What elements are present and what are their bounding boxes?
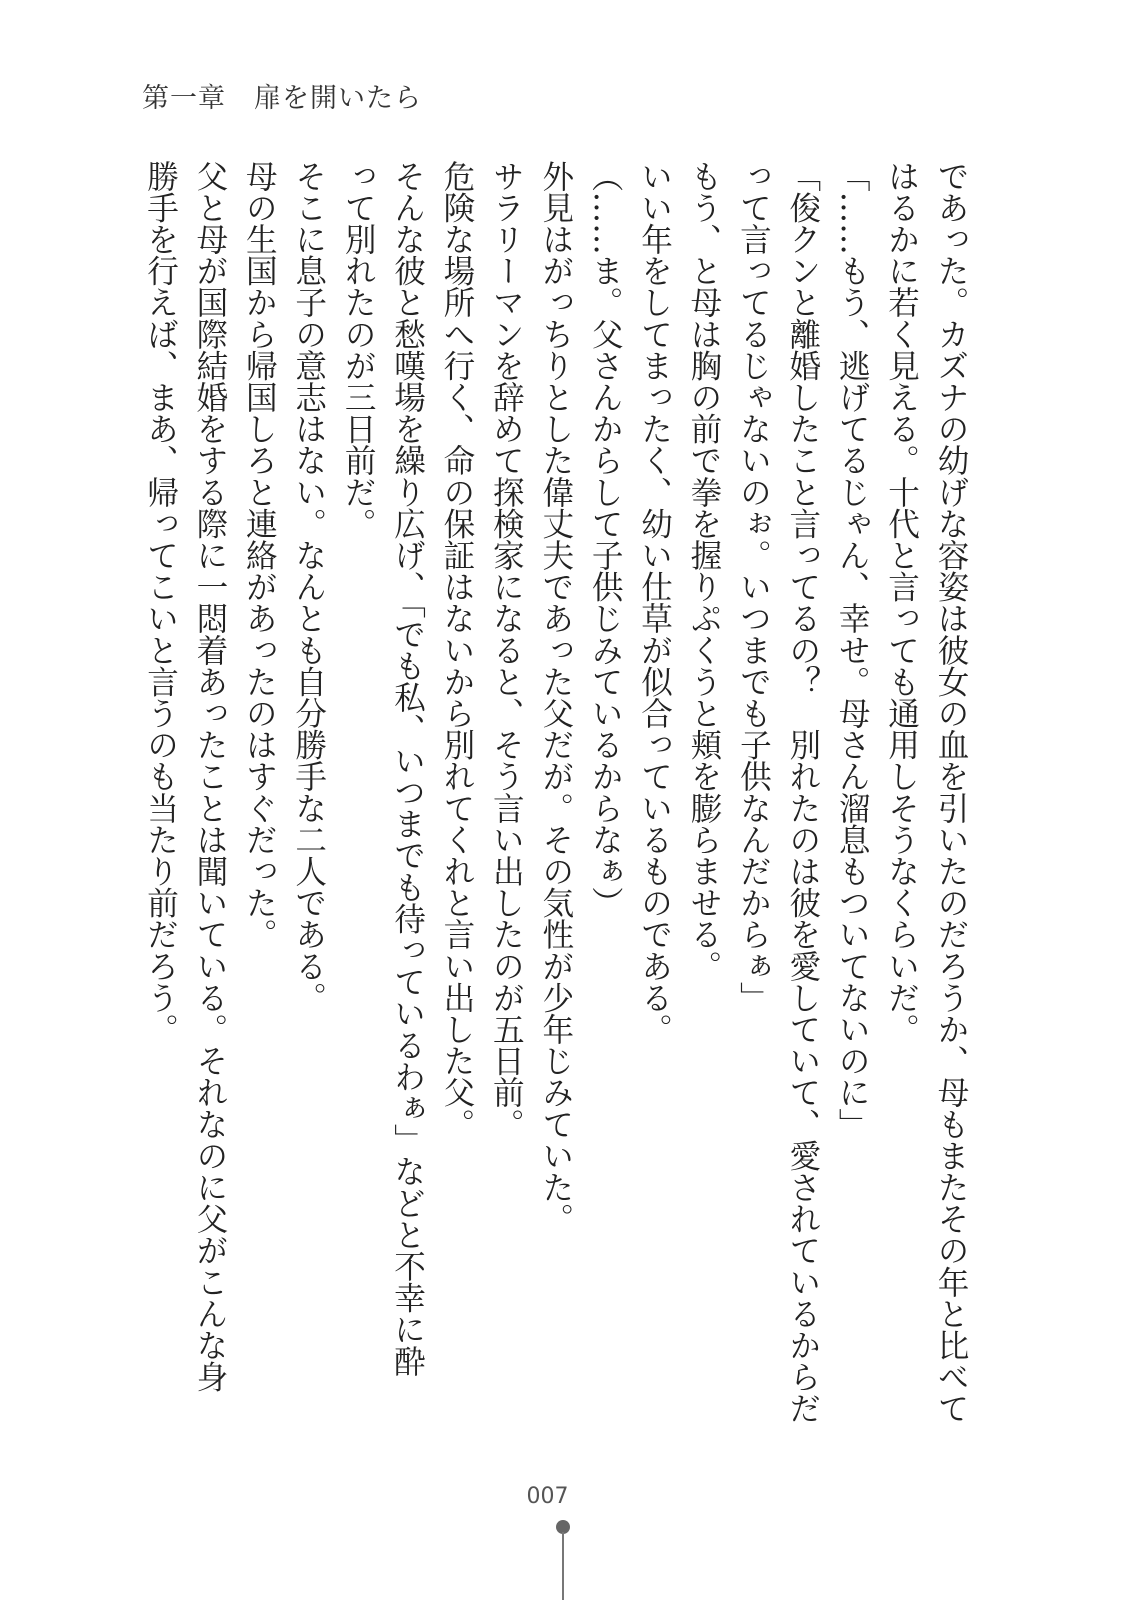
text-column: って言ってるじゃないのぉ。いつまでも子供なんだからぁ」 bbox=[735, 160, 772, 1014]
page-marker-line bbox=[562, 1532, 564, 1600]
text-column: 「……もう、逃げてるじゃん、幸せ。母さん溜息もついてないのに」 bbox=[834, 160, 871, 1140]
text-column: もう、と母は胸の前で拳を握りぷくうと頬を膨らませる。 bbox=[685, 160, 722, 982]
text-column: はるかに若く見える。十代と言っても通用しそうなくらいだ。 bbox=[883, 160, 920, 1045]
text-column: 外見はがっちりとした偉丈夫であった父だが。その気性が少年じみていた。 bbox=[537, 160, 574, 1235]
text-column: いい年をしてまったく、幼い仕草が似合っているものである。 bbox=[636, 160, 673, 1045]
running-header: 第一章 扉を開いたら bbox=[142, 83, 422, 114]
body-text bbox=[135, 160, 975, 1430]
text-column: サラリーマンを辞めて探検家になると、そう言い出したのが五日前。 bbox=[488, 160, 525, 1140]
text-column: 「俊クンと離婚したこと言ってるの？ 別れたのは彼を愛していて、愛されているからだ bbox=[784, 160, 821, 1424]
text-column: って別れたのが三日前だ。 bbox=[340, 160, 377, 540]
text-column: 勝手を行えば、まあ、帰ってこいと言うのも当たり前だろう。 bbox=[142, 160, 179, 1045]
text-column: （……ま。父さんからして子供じみているからなぁ） bbox=[587, 160, 624, 919]
text-column: 危険な場所へ行く、命の保証はないから別れてくれと言い出した父。 bbox=[438, 160, 475, 1140]
text-column: そんな彼と愁嘆場を繰り広げ、「でも私、いつまでも待っているわぁ」などと不幸に酔 bbox=[389, 160, 426, 1377]
text-column: そこに息子の意志はない。なんとも自分勝手な二人である。 bbox=[290, 160, 327, 1014]
text-column: 母の生国から帰国しろと連絡があったのはすぐだった。 bbox=[241, 160, 278, 950]
text-column: であった。カズナの幼げな容姿は彼女の血を引いたのだろうか、母もまたその年と比べて bbox=[933, 160, 969, 1424]
text-column: 父と母が国際結婚をする際に一悶着あったことは聞いている。それなのに父がこんな身 bbox=[191, 160, 228, 1393]
page-number: 007 bbox=[526, 1484, 569, 1509]
